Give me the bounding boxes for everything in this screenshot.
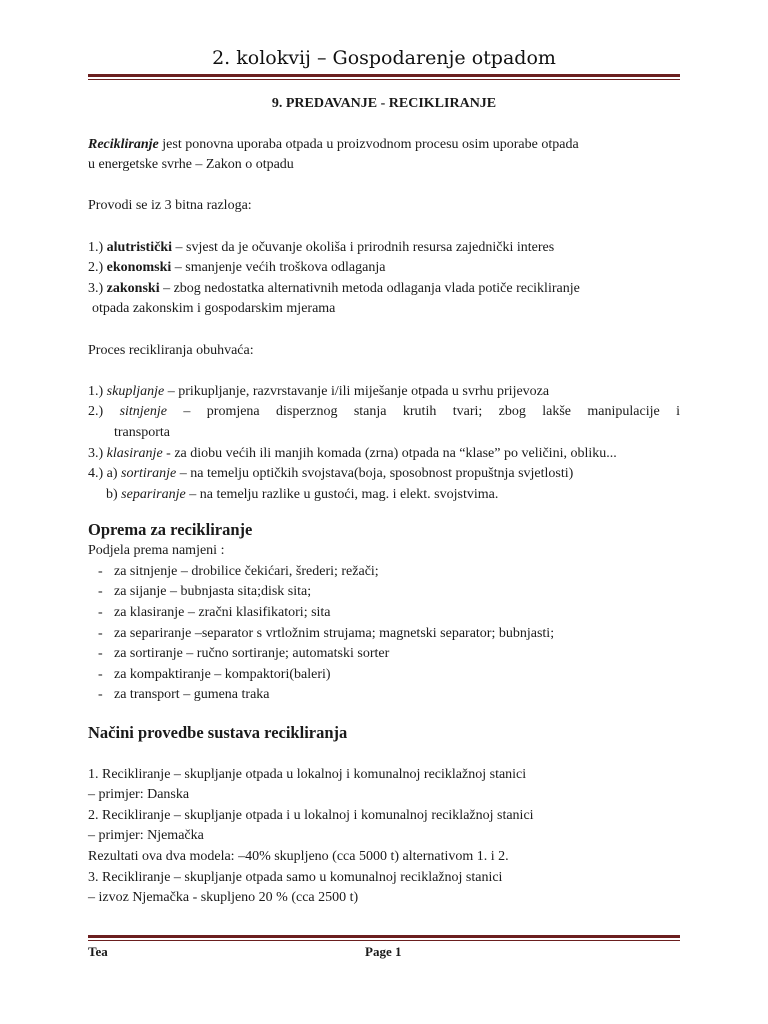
footer-author: Tea <box>88 944 108 959</box>
methods-line: – primjer: Danska <box>88 787 190 803</box>
reason-item: 1.) alutristički – svjest da je očuvanje okoliša i prirodnih resursa zajednički interes <box>88 239 555 255</box>
process-term: skupljanje <box>106 383 165 399</box>
process-term: sitnjenje <box>119 404 167 420</box>
methods-line: 1. Recikliranje – skupljanje otpada u lokalnoj i komunalnoj reciklažnoj stanici <box>88 766 527 782</box>
reason-item: 2.) ekonomski – smanjenje većih troškova odlaganja <box>88 260 386 276</box>
footer-page-number: Page 1 <box>365 944 402 959</box>
list-item: - za sijanje – bubnjasta sita;disk sita; <box>88 582 680 603</box>
process-item: 2.) sitnjenje – promjena disperznog stanja krutih tvari; zbog lakše manipulacije i <box>88 404 680 420</box>
definition-line1: jest ponovna uporaba otpada u proizvodnom procesu osim uporabe otpada <box>158 136 579 152</box>
list-item: - za transport – gumena traka <box>88 685 680 706</box>
definition-line2: u energetske svrhe – Zakon o otpadu <box>88 157 294 173</box>
equipment-list <box>88 562 680 706</box>
footer-rule <box>88 935 680 941</box>
process-item: 4.) a) sortiranje – na temelju optičkih svojstava(boja, sposobnost propuštnja svjetlosti) <box>88 466 574 482</box>
methods-line: 3. Recikliranje – skupljanje otpada samo u komunalnoj reciklažnoj stanici <box>88 869 503 885</box>
process-intro: Proces recikliranja obuhvaća: <box>88 342 254 358</box>
process-item-continuation: transporta <box>114 424 170 440</box>
equipment-intro: Podjela prema namjeni : <box>88 543 225 559</box>
list-item: - za sortiranje – ručno sortiranje; automatski sorter <box>88 644 680 665</box>
process-term: separiranje <box>121 486 186 502</box>
methods-line: – izvoz Njemačka - skupljeno 20 % (cca 2500 t) <box>88 890 359 906</box>
methods-line: 2. Recikliranje – skupljanje otpada i u lokalnoj i komunalnoj reciklažnoj stanici <box>88 807 534 823</box>
definition-paragraph <box>88 135 680 156</box>
document-body <box>88 94 680 909</box>
process-item: b) separiranje – na temelju razlike u gustoći, mag. i elekt. svojstvima. <box>106 486 499 502</box>
lecture-title: 9. PREDAVANJE - RECIKLIRANJE <box>271 96 497 111</box>
list-item: - za klasiranje – zračni klasifikatori; sita <box>88 603 680 624</box>
list-item: - za kompaktiranje – kompaktori(baleri) <box>88 665 680 686</box>
list-item: - za sitnjenje – drobilice čekićari, šrederi; režači; <box>88 562 680 583</box>
methods-heading: Načini provedbe sustava recikliranja <box>88 723 348 743</box>
page-header-title: 2. kolokvij – Gospodarenje otpadom <box>212 47 556 69</box>
reason-continuation: otpada zakonskim i gospodarskim mjerama <box>92 301 336 317</box>
reason-term: alutristički <box>106 239 173 255</box>
reason-term: zakonski <box>106 280 160 296</box>
methods-line: Rezultati ova dva modela: –40% skupljeno (cca 5000 t) alternativom 1. i 2. <box>88 849 509 864</box>
process-item: 3.) klasiranje - za diobu većih ili manjih komada (zrna) otpada na “klase” po veličini, obliku... <box>88 445 617 461</box>
methods-line: – primjer: Njemačka <box>88 828 204 844</box>
process-term: sortiranje <box>121 466 177 482</box>
reason-item: 3.) zakonski – zbog nedostatka alternativnih metoda odlaganja vlada potiče recikliranje <box>88 280 580 296</box>
definition-term: Recikliranje <box>88 136 159 152</box>
process-item: 1.) skupljanje – prikupljanje, razvrstavanje i/ili miješanje otpada u svrhu prijevoza <box>88 383 550 399</box>
list-item: - za separiranje –separator s vrtložnim strujama; magnetski separator; bubnjasti; <box>88 624 680 645</box>
reasons-intro: Provodi se iz 3 bitna razloga: <box>88 198 252 214</box>
equipment-heading: Oprema za recikliranje <box>88 520 253 540</box>
process-term: klasiranje <box>106 445 163 461</box>
header-rule <box>88 74 680 80</box>
reason-term: ekonomski <box>106 260 172 276</box>
